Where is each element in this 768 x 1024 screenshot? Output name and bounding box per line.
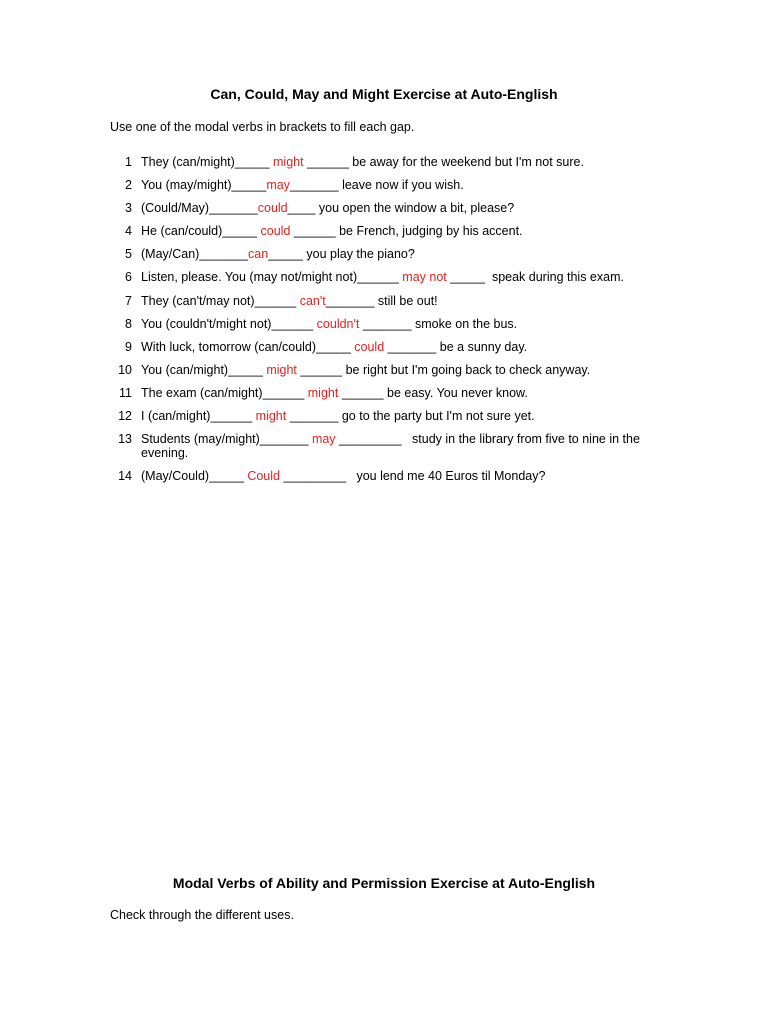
item-answer: might	[273, 155, 304, 169]
item-prompt: They (can't/may not)______	[141, 294, 300, 308]
exercise-instruction: Use one of the modal verbs in brackets to fill each gap.	[110, 120, 415, 134]
item-rest: ____ you open the window a bit, please?	[287, 201, 515, 215]
item-answer: may not	[402, 270, 447, 284]
item-number: 8	[125, 317, 132, 331]
item-prompt: I (can/might)______	[141, 409, 256, 423]
item-number: 14	[118, 469, 132, 483]
item-number: 1	[125, 155, 132, 169]
item-answer: Could	[247, 469, 280, 483]
item-prompt: With luck, tomorrow (can/could)_____	[141, 340, 355, 354]
item-text	[141, 224, 669, 238]
item-text	[141, 317, 669, 331]
item-rest: ______ be right but I'm going back to check anyway.	[296, 363, 591, 377]
item-rest: _____ speak during this exam.	[446, 270, 624, 284]
item-answer: could	[260, 224, 291, 238]
item-number: 10	[118, 363, 132, 377]
item-rest: ______ be French, judging by his accent.	[290, 224, 523, 238]
item-text	[141, 270, 669, 284]
section-title: Modal Verbs of Ability and Permission Exercise at Auto-English	[172, 875, 596, 891]
item-text	[141, 469, 669, 483]
item-rest: _________ you lend me 40 Euros til Monday?	[279, 469, 546, 483]
item-number: 12	[118, 409, 132, 423]
item-rest: _______ be a sunny day.	[384, 340, 528, 354]
item-rest: _______ go to the party but I'm not sure yet.	[286, 409, 535, 423]
item-number: 13	[118, 432, 132, 446]
item-answer: can	[248, 247, 269, 261]
item-number: 4	[125, 224, 132, 238]
item-prompt: (May/Can)_______	[141, 247, 249, 261]
item-number: 11	[119, 386, 132, 400]
item-answer: might	[266, 363, 297, 377]
item-rest: _______ smoke on the bus.	[359, 317, 518, 331]
item-answer: may	[311, 432, 336, 446]
item-prompt: The exam (can/might)______	[141, 386, 308, 400]
item-rest: _____ you play the piano?	[268, 247, 415, 261]
item-rest: _________ study in the library from five to nine in the evening.	[141, 432, 644, 460]
item-answer: may	[266, 178, 290, 192]
item-answer: couldn't	[316, 317, 360, 331]
item-prompt: (Could/May)_______	[141, 201, 258, 215]
item-answer: could	[257, 201, 288, 215]
item-prompt: He (can/could)_____	[141, 224, 261, 238]
item-text	[141, 340, 669, 354]
item-number: 2	[125, 178, 132, 192]
item-number: 7	[125, 294, 132, 308]
item-number: 5	[125, 247, 132, 261]
item-answer: could	[354, 340, 385, 354]
item-number: 3	[125, 201, 132, 215]
item-text	[141, 155, 669, 169]
item-text	[141, 178, 669, 192]
item-prompt: You (couldn't/might not)______	[141, 317, 317, 331]
page-title: Can, Could, May and Might Exercise at Auto-English	[210, 86, 558, 102]
item-answer: might	[255, 409, 287, 423]
item-text	[141, 432, 669, 460]
item-text	[141, 247, 669, 261]
item-prompt: They (can/might)_____	[141, 155, 274, 169]
item-rest: ______ be easy. You never know.	[338, 386, 528, 400]
item-prompt: Students (may/might)_______	[141, 432, 312, 446]
item-number: 9	[125, 340, 132, 354]
section-instruction: Check through the different uses.	[110, 908, 294, 922]
item-prompt: (May/Could)_____	[141, 469, 248, 483]
item-prompt: Listen, please. You (may not/might not)______	[141, 270, 403, 284]
item-rest: ______ be away for the weekend but I'm not sure.	[303, 155, 584, 169]
item-prompt: You (may/might)_____	[141, 178, 267, 192]
item-text	[141, 294, 669, 308]
item-text	[141, 409, 669, 423]
item-rest: _______ still be out!	[325, 294, 438, 308]
item-rest: _______ leave now if you wish.	[289, 178, 464, 192]
item-number: 6	[125, 270, 132, 284]
item-answer: can't	[299, 294, 326, 308]
item-text	[141, 363, 669, 377]
item-answer: might	[307, 386, 339, 400]
item-text	[141, 386, 669, 400]
item-prompt: You (can/might)_____	[141, 363, 267, 377]
item-text	[141, 201, 669, 215]
